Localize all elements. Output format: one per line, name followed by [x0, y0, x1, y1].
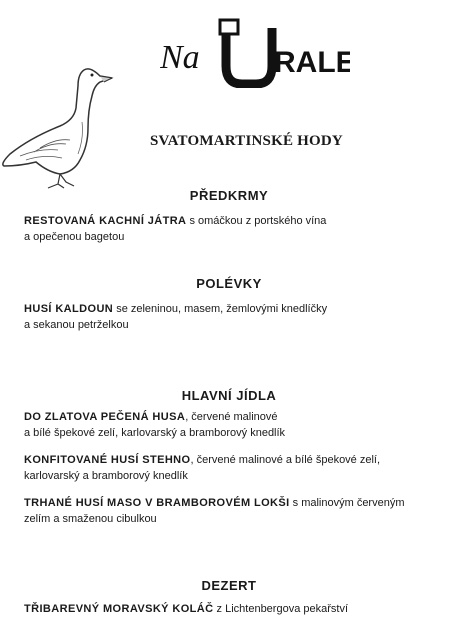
logo-text-na: Na	[160, 39, 200, 76]
restaurant-logo	[160, 18, 350, 88]
menu-item	[24, 409, 444, 441]
menu-item	[24, 213, 444, 245]
item-description-cont: a bílé špekové zelí, karlovarský a bramborový knedlík	[24, 427, 286, 439]
menu-item	[24, 495, 444, 527]
section-heading-starters: PŘEDKRMY	[189, 188, 269, 203]
item-description: s omáčkou z portského vína	[186, 215, 327, 227]
logo-text-rale: RALE	[274, 46, 350, 79]
item-name: RESTOVANÁ KACHNÍ JÁTRA	[24, 215, 187, 227]
item-description: , červené malinové a bílé špekové zelí,	[190, 454, 381, 466]
item-name: TRHANÉ HUSÍ MASO V BRAMBOROVÉM LOKŠI	[24, 497, 290, 509]
item-description-cont: a opečenou bagetou	[24, 231, 125, 243]
menu-item	[24, 301, 444, 333]
section-heading-soups: POLÉVKY	[196, 276, 262, 291]
item-description: , červené malinové	[185, 411, 278, 423]
section-heading-dessert: DEZERT	[201, 578, 257, 593]
item-name: HUSÍ KALDOUN	[24, 303, 114, 315]
item-description-cont: zelím a smaženou cibulkou	[24, 513, 157, 525]
item-name: KONFITOVANÉ HUSÍ STEHNO	[24, 454, 191, 466]
item-description: se zeleninou, masem, žemlovými knedlíčky	[113, 303, 328, 315]
item-description: s malinovým červeným	[289, 497, 405, 509]
item-description-cont: a sekanou petrželkou	[24, 319, 129, 331]
goose-illustration	[0, 62, 120, 192]
logo-text-u: U	[160, 18, 161, 19]
item-description-cont: karlovarský a bramborový knedlík	[24, 470, 188, 482]
section-heading-mains: HLAVNÍ JÍDLA	[181, 388, 277, 403]
item-name: DO ZLATOVA PEČENÁ HUSA	[24, 411, 186, 423]
menu-item	[24, 452, 444, 484]
item-name: TŘIBAREVNÝ MORAVSKÝ KOLÁČ	[24, 603, 214, 615]
menu-title: SVATOMARTINSKÉ HODY	[150, 133, 343, 149]
item-description: z Lichtenbergova pekařství	[213, 603, 349, 615]
menu-item	[24, 601, 444, 617]
